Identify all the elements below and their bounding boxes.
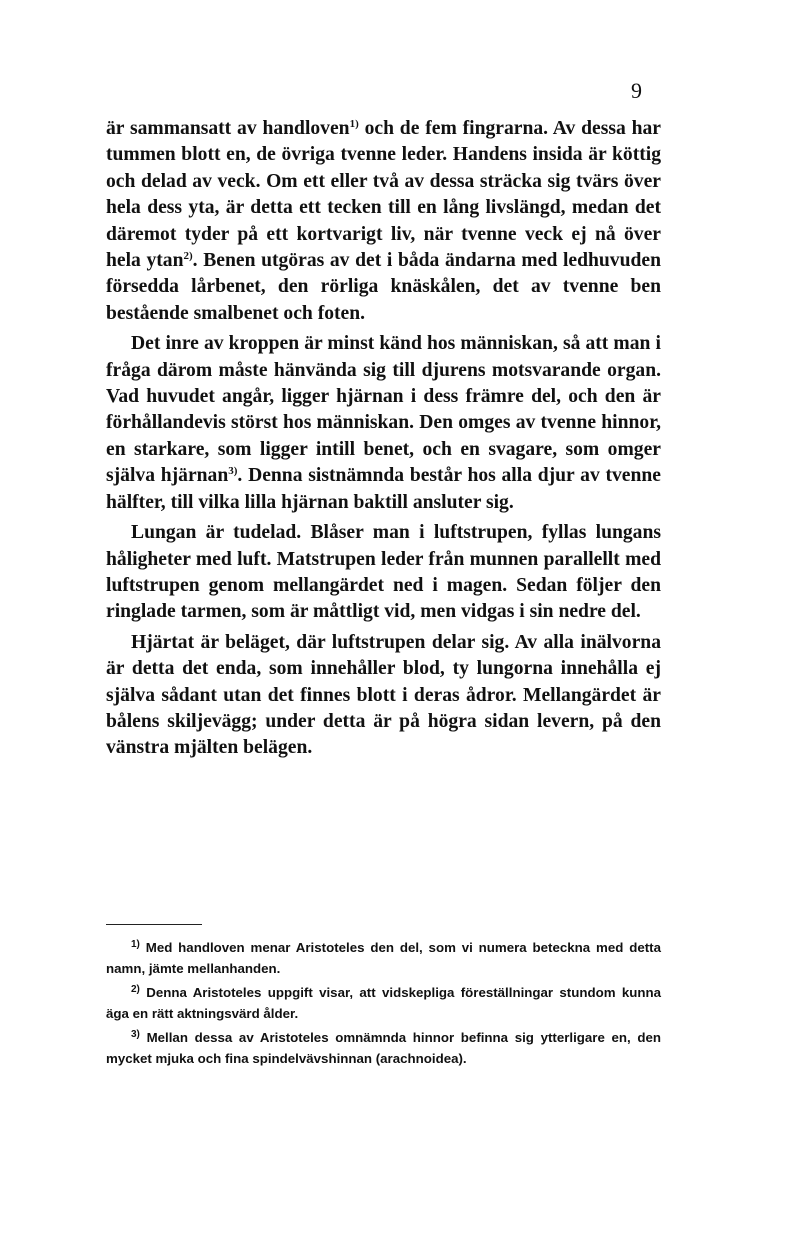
paragraph	[106, 331, 661, 516]
footnote	[106, 982, 661, 1024]
paragraph-text: och de fem fingrarna. Av dessa har tummen blott en, de övriga tvenne leder. Handens insida är köttig och delad av veck. Om ett eller två av dessa sträcka sig tvärs över hela dess yta, är detta ett tecken till en lång livslängd, medan det däremot tyder på ett kortvarigt liv, när tvenne veck ej nå över hela ytan	[106, 118, 661, 272]
paragraph-text: . Denna sistnämnda består hos alla djur av tvenne hälfter, till vilka lilla hjärnan baktill ansluter sig.	[106, 465, 661, 513]
paragraph	[106, 520, 661, 626]
paragraph	[106, 116, 661, 327]
footnotes	[106, 937, 661, 1072]
paragraph-text: är sammansatt av handloven	[106, 118, 350, 139]
footnote	[106, 937, 661, 979]
footnote-reference: 2)	[183, 250, 193, 263]
footnote-reference: 3)	[228, 465, 238, 478]
paragraph-text: . Benen utgöras av det i båda ändarna med ledhuvuden försedda lårbenet, den rörliga knäskålen, det av tvenne ben bestående smalbenet och foten.	[106, 250, 661, 324]
footnote-mark: 2)	[131, 984, 140, 995]
footnote-mark: 1)	[131, 939, 140, 950]
paragraph-text: Det inre av kroppen är minst känd hos människan, så att man i fråga därom måste hänvända sig till djurens motsvarande organ. Vad huvudet angår, ligger hjärnan i dess främre del, och den är förhållandevis störst hos människan. Den omges av tvenne hinnor, en starkare, som ligger intill benet, och en svagare, som omger själva hjärnan	[106, 333, 661, 487]
footnote-text: Denna Aristoteles uppgift visar, att vidskepliga föreställningar stundom kunna äga en rätt aktningsvärd ålder.	[106, 985, 661, 1021]
page-number: 9	[631, 78, 642, 103]
footnote-mark: 3)	[131, 1029, 140, 1040]
footnote-text: Mellan dessa av Aristoteles omnämnda hinnor befinna sig ytterligare en, den mycket mjuka och fina spindelvävshinnan (arachnoidea).	[106, 1030, 662, 1066]
paragraph-text: Lungan är tudelad. Blåser man i luftstrupen, fyllas lungans håligheter med luft. Matstrupen leder från munnen parallellt med luftstrupen genom mellangärdet ned i magen. Sedan följer den ringlade tarmen, som är måttligt vid, men vidgas i sin nedre del.	[106, 522, 661, 623]
footnote-reference: 1)	[349, 118, 359, 130]
body-text	[106, 116, 661, 766]
paragraph	[106, 630, 661, 762]
paragraph-text: Hjärtat är beläget, där luftstrupen delar sig. Av alla inälvorna är detta det enda, som innehåller blod, ty lungorna innehålla ej själva sådant utan det finnes blott i deras ådror. Mellangärdet är bålens skiljevägg; under detta är på högra sidan levern, på den vänstra mjälten belägen.	[106, 631, 661, 759]
footnote-text: Med handloven menar Aristoteles den del, som vi numera beteckna med detta namn, jämte mellanhanden.	[106, 940, 661, 976]
footnote-divider	[106, 924, 202, 925]
footnote	[106, 1027, 661, 1069]
